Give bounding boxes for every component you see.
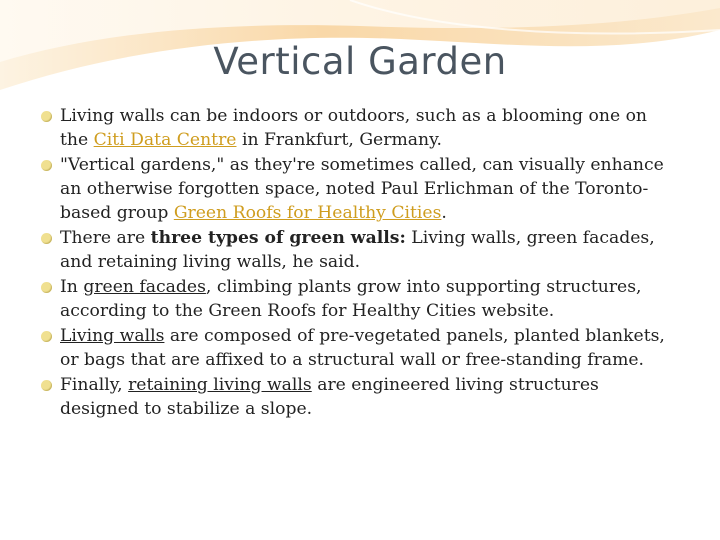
bullet-text: are composed of pre-vegetated panels, planted blankets, or bags that are affixed to a structural wall or free-standing frame.	[60, 325, 665, 371]
bullet-text: Finally,	[60, 374, 129, 395]
bullet-text: In	[60, 276, 84, 297]
bullet-dot-icon	[41, 111, 52, 122]
bullet-text: in Frankfurt, Germany.	[236, 130, 442, 151]
bullet-item	[40, 324, 676, 372]
citi-data-centre-link[interactable]: Citi Data Centre	[93, 130, 237, 151]
bullet-dot-icon	[41, 380, 52, 391]
bullet-item	[40, 373, 676, 421]
underlined-term: green facades	[83, 276, 206, 297]
bullet-dot-icon	[41, 282, 52, 293]
bullet-item	[40, 153, 676, 226]
bullet-text: , climbing plants grow into supporting structures, according to the Green Roofs for Healthy Cities website.	[60, 276, 642, 322]
bullet-list	[40, 104, 676, 422]
bullet-dot-icon	[41, 331, 52, 342]
bullet-item	[40, 275, 676, 323]
underlined-term: Living walls	[60, 325, 165, 346]
green-roofs-link[interactable]: Green Roofs for Healthy Cities	[173, 203, 442, 224]
underlined-term: retaining living walls	[128, 374, 312, 395]
bullet-text: "Vertical gardens," as they're sometimes called, can visually enhance an otherwise forgotten space, noted Paul Erlichman of the Toronto-based group	[60, 154, 664, 224]
bullet-text: are engineered living structures designed to stabilize a slope.	[60, 374, 599, 419]
bullet-item	[40, 104, 676, 152]
bullet-text: Living walls can be indoors or outdoors, such as a blooming one on the	[60, 106, 647, 151]
bullet-dot-icon	[41, 160, 52, 171]
slide-title: Vertical Garden	[213, 40, 507, 83]
bullet-text: .	[441, 203, 447, 224]
bullet-text: Living walls, green facades, and retaining living walls, he said.	[60, 228, 655, 273]
bullet-dot-icon	[41, 233, 52, 244]
bullet-item	[40, 226, 676, 274]
bullet-text: There are	[60, 228, 151, 249]
bold-phrase: three types of green walls:	[150, 228, 406, 249]
